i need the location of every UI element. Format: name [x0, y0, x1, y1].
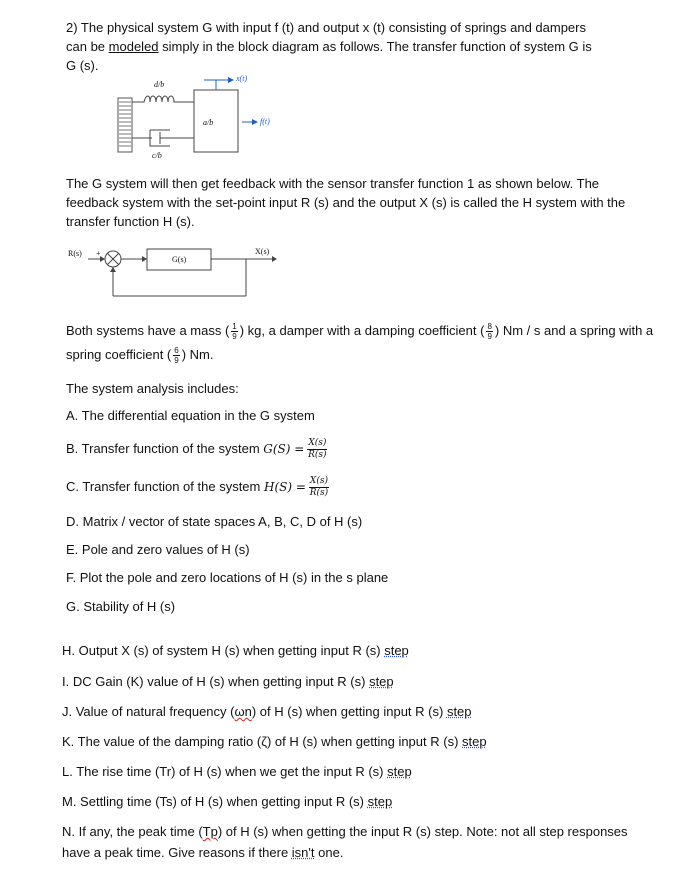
r-s-label: R(s) [68, 249, 82, 258]
params-text: ) Nm. [181, 347, 214, 362]
analysis-heading: The system analysis includes: [66, 381, 239, 396]
item-m [62, 792, 392, 811]
item-c [66, 474, 329, 500]
tf-den: R(s) [309, 488, 329, 499]
item-n2-text: have a peak time. Give reasons if there [62, 845, 292, 860]
spring-den: 9 [174, 356, 179, 366]
mass-fraction [231, 322, 237, 341]
mass-num: 1 [232, 322, 237, 332]
isnt-word: isn't [291, 845, 315, 860]
intro-line-1: 2) The physical system G with input f (t) and output x (t) consisting of springs and dampers [66, 20, 586, 35]
spring-label: d/b [154, 80, 165, 89]
item-b-text: B. Transfer function of the system [66, 441, 264, 456]
tf-fraction-b [307, 438, 327, 461]
item-n2-text-rest: one. [314, 845, 344, 860]
feedback-line-1: The G system will then get feedback with the sensor transfer function 1 as shown below. The [66, 176, 600, 191]
item-k-text: K. The value of the damping ratio (ζ) of H (s) when getting input R (s) [62, 734, 463, 749]
mass-label: a/b [203, 118, 214, 127]
item-j-text-rest: ) of H (s) when getting input R (s) [251, 704, 447, 719]
damp-den: 9 [487, 332, 492, 342]
item-k [62, 732, 487, 751]
output-xt-label: x(t) [236, 74, 248, 83]
item-b [66, 436, 327, 462]
damper-label: c/b [152, 151, 162, 160]
item-m-text: M. Settling time (Ts) of H (s) when getting input R (s) [62, 794, 368, 809]
feedback-line-3: transfer function H (s). [66, 214, 195, 229]
item-d: D. Matrix / vector of state spaces A, B, C, D of H (s) [66, 514, 363, 529]
item-n-text-rest: ) of H (s) when getting the input R (s) step. Note: not all step responses [217, 824, 628, 839]
item-l-text: L. The rise time (Tr) of H (s) when we get the input R (s) [62, 764, 388, 779]
item-h-text: H. Output X (s) of system H (s) when getting input R (s) [62, 643, 385, 658]
params-text: spring coefficient ( [66, 347, 172, 362]
intro-text: can be [66, 39, 109, 54]
step-word: step [462, 734, 487, 749]
intro-line-2 [66, 37, 592, 56]
g-s-block-label: G(s) [172, 255, 187, 264]
intro-line-3: G (s). [66, 58, 99, 73]
item-c-text: C. Transfer function of the system [66, 479, 264, 494]
intro-text-rest: simply in the block diagram as follows. The transfer function of system G is [158, 39, 592, 54]
step-word: step [387, 764, 412, 779]
feedback-line-2: feedback system with the set-point input R (s) and the output X (s) is called the H system with the [66, 195, 626, 210]
item-g: G. Stability of H (s) [66, 599, 176, 614]
step-word: step [369, 674, 394, 689]
item-j [62, 702, 472, 721]
tf-num: X(s) [309, 476, 328, 487]
modeled-word: modeled [108, 39, 159, 54]
item-e: E. Pole and zero values of H (s) [66, 542, 250, 557]
step-word: step [446, 704, 472, 719]
item-a: A. The differential equation in the G system [66, 408, 315, 423]
item-n-line-1 [62, 822, 628, 841]
item-n-text: N. If any, the peak time ( [62, 824, 203, 839]
item-i [62, 672, 394, 691]
spring-fraction [173, 346, 179, 365]
plus-sign: + [96, 249, 101, 258]
x-s-label: X(s) [255, 247, 270, 256]
tf-num: X(s) [308, 438, 327, 449]
step-word: step [384, 643, 409, 658]
params-line-2 [66, 345, 214, 365]
params-text: ) kg, a damper with a damping coefficient ( [239, 323, 485, 338]
step-word: step [367, 794, 393, 809]
item-h [62, 641, 409, 660]
item-f: F. Plot the pole and zero locations of H (s) in the s plane [66, 570, 389, 585]
damp-num: 8 [487, 322, 492, 332]
mass-den: 9 [232, 332, 237, 342]
spring-num: 6 [174, 346, 179, 356]
params-line-1 [66, 321, 653, 341]
item-j-text: J. Value of natural frequency ( [62, 704, 235, 719]
params-text: ) Nm / s and a spring with a [494, 323, 654, 338]
params-text: Both systems have a mass ( [66, 323, 230, 338]
item-n-line-2 [62, 843, 343, 862]
item-b-math: G(S) = [263, 442, 305, 456]
omega-n-symbol: ωn [234, 704, 252, 719]
tf-fraction-c [309, 476, 329, 499]
item-l [62, 762, 412, 781]
damping-fraction [486, 322, 492, 341]
tf-den: R(s) [308, 450, 327, 461]
input-ft-label: f(t) [260, 117, 270, 126]
item-i-text: I. DC Gain (K) value of H (s) when getting input R (s) [62, 674, 370, 689]
tp-symbol: Tp [202, 824, 218, 839]
item-c-math: H(S) = [263, 480, 306, 494]
